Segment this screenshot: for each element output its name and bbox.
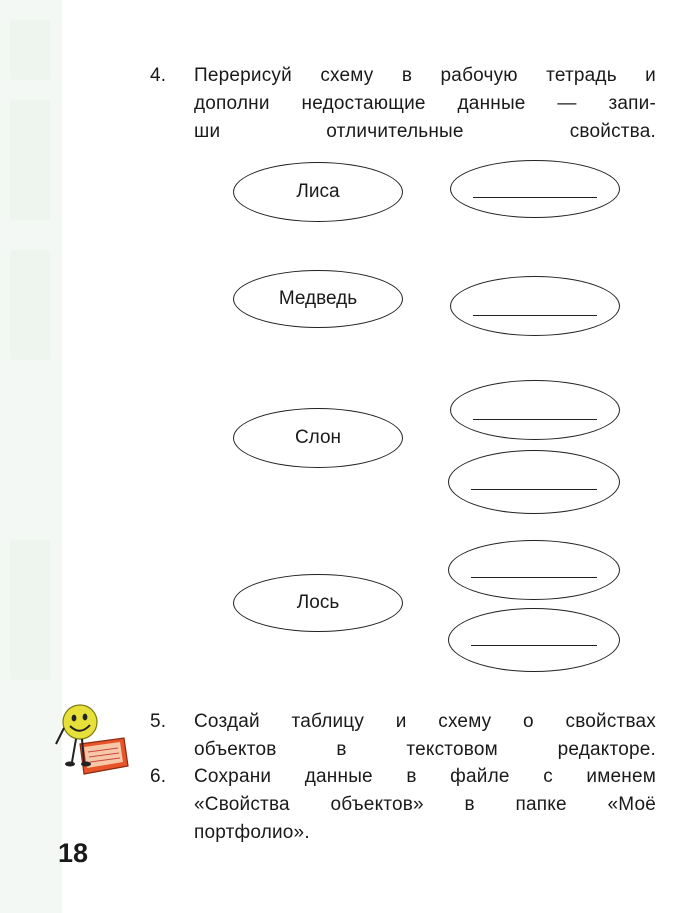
property-oval-blank	[448, 450, 620, 514]
blank-line	[473, 197, 597, 198]
task-text-line: дополни недостающие данные — запи-	[194, 93, 656, 114]
page-margin-strip	[0, 0, 62, 913]
blank-line	[473, 419, 597, 420]
property-oval-blank	[448, 540, 620, 600]
task-text-line: портфолио».	[194, 822, 310, 843]
task-number: 4.	[150, 65, 167, 86]
task-text-line: ши отличительные свойства.	[194, 121, 656, 142]
object-oval-bear	[233, 270, 403, 328]
task-number: 6.	[150, 766, 167, 787]
margin-decoration	[10, 540, 50, 680]
margin-decoration	[10, 20, 50, 80]
margin-decoration	[10, 100, 50, 220]
task-text-line: Перерисуй схему в рабочую тетрадь и	[194, 65, 656, 86]
object-oval-fox	[233, 162, 403, 222]
task-5	[150, 708, 660, 768]
object-label: Лиса	[296, 181, 340, 202]
task-text-line: «Свойства объектов» в папке «Моё	[194, 794, 656, 815]
smiley-laptop-icon	[50, 700, 130, 776]
blank-line	[473, 315, 597, 316]
task-number: 5.	[150, 711, 167, 732]
task-6	[150, 763, 660, 853]
margin-decoration	[10, 250, 50, 360]
object-label: Медведь	[278, 288, 358, 309]
task-text	[194, 708, 656, 764]
property-oval-blank	[450, 276, 620, 336]
page-number: 18	[58, 838, 89, 868]
task-text	[194, 62, 656, 146]
blank-line	[471, 577, 597, 578]
property-oval-blank	[450, 380, 620, 440]
object-oval-elephant	[233, 408, 403, 468]
task-text	[194, 763, 656, 847]
property-oval-blank	[450, 160, 620, 218]
task-text-line: Сохрани данные в файле с именем	[194, 766, 656, 787]
object-oval-moose	[233, 574, 403, 632]
property-oval-blank	[448, 608, 620, 672]
task-text-line: Создай таблицу и схему о свойствах	[194, 711, 656, 732]
task-4	[150, 62, 660, 152]
blank-line	[471, 645, 597, 646]
task-text-line: объектов в текстовом редакторе.	[194, 739, 656, 760]
object-label: Слон	[294, 427, 342, 448]
object-label: Лось	[296, 592, 340, 613]
blank-line	[471, 489, 597, 490]
